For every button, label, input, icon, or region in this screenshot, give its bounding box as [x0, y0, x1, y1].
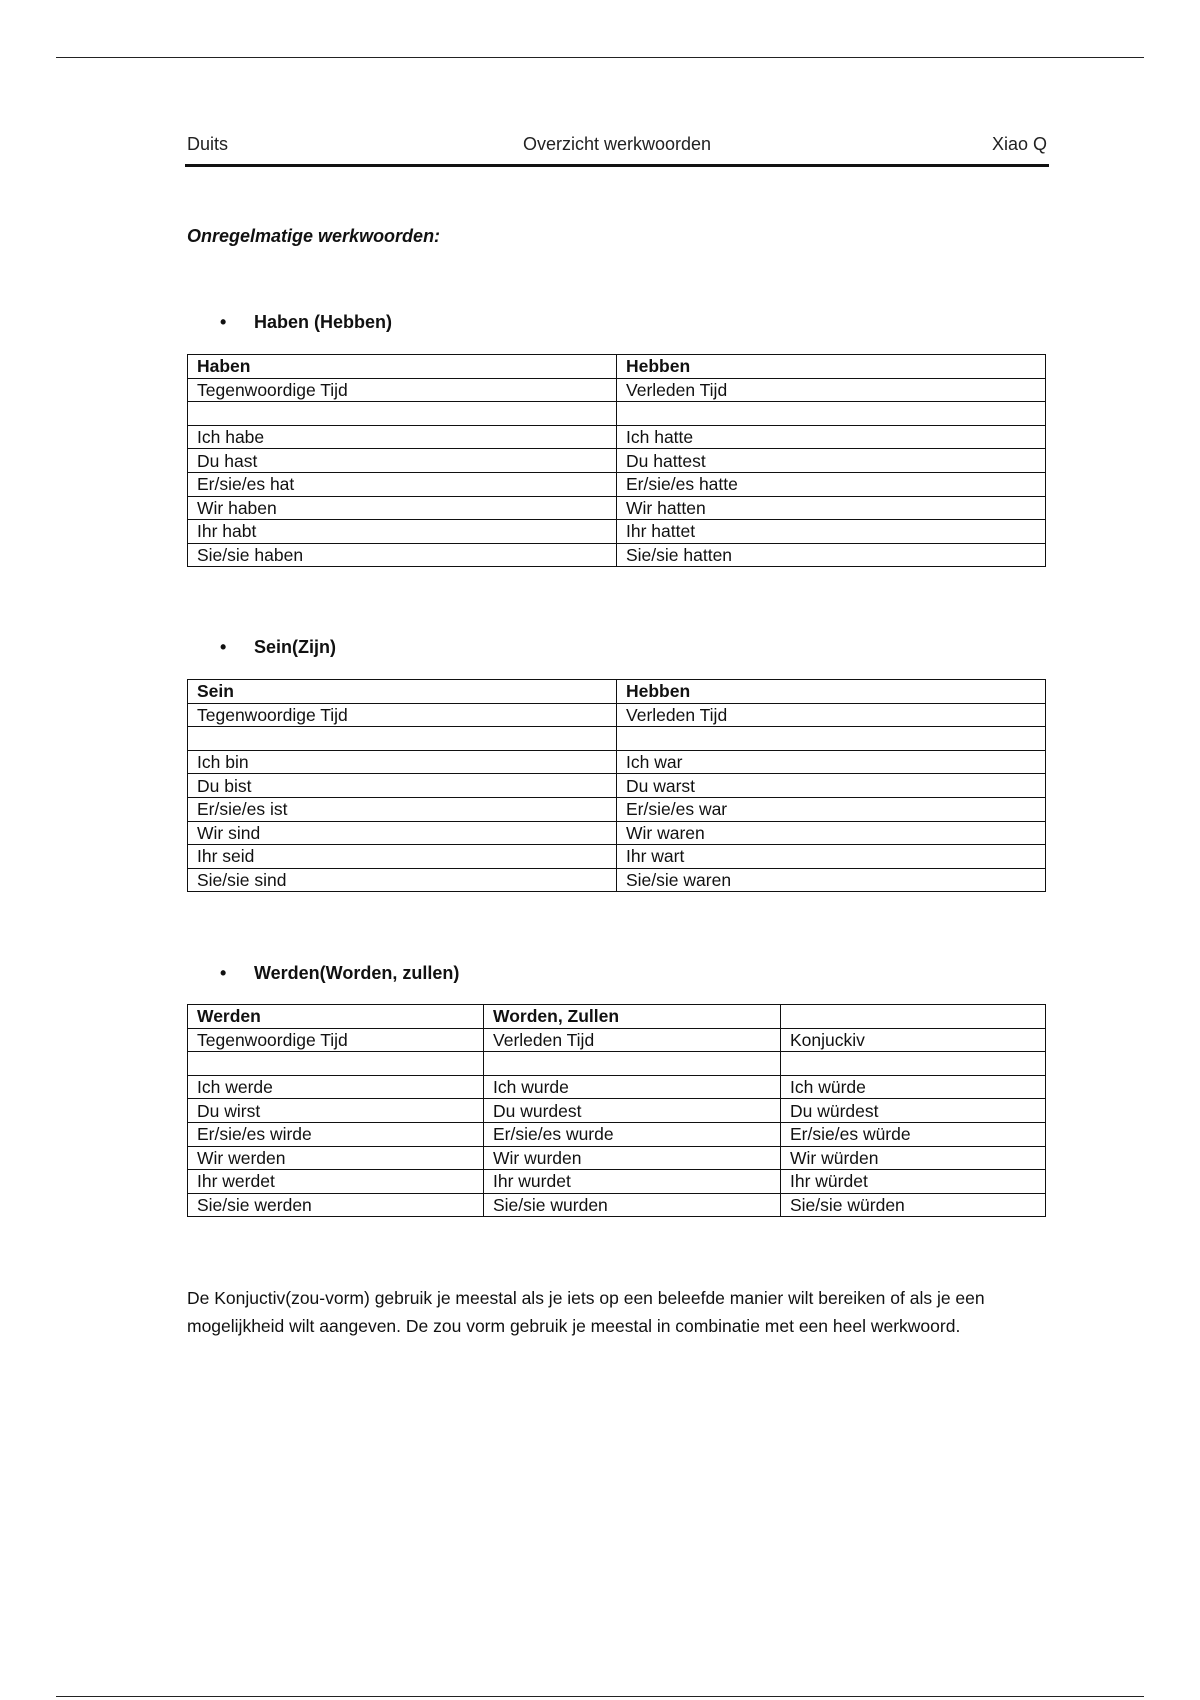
table-cell: Wir wurden	[484, 1146, 781, 1170]
table-cell: Ihr habt	[188, 520, 617, 544]
table-cell: Wir würden	[781, 1146, 1046, 1170]
table-cell: Worden, Zullen	[484, 1005, 781, 1029]
table-tense-row	[188, 703, 1046, 727]
table-cell: Wir haben	[188, 496, 617, 520]
table-row	[188, 845, 1046, 869]
table-cell: Werden	[188, 1005, 484, 1029]
table-cell	[188, 402, 617, 426]
table-cell: Ich hatte	[617, 425, 1046, 449]
table-cell: Er/sie/es hat	[188, 472, 617, 496]
table-cell: Du warst	[617, 774, 1046, 798]
table-row	[188, 1146, 1046, 1170]
table-cell: Er/sie/es würde	[781, 1122, 1046, 1146]
table-cell: Wir sind	[188, 821, 617, 845]
table-cell	[617, 727, 1046, 751]
table-cell: Wir werden	[188, 1146, 484, 1170]
table-cell: Haben	[188, 355, 617, 379]
table-header-row	[188, 680, 1046, 704]
table-cell: Er/sie/es ist	[188, 797, 617, 821]
bullet-icon: •	[220, 312, 227, 332]
table-cell: Konjuckiv	[781, 1028, 1046, 1052]
table-cell: Sie/sie haben	[188, 543, 617, 567]
table-empty-row	[188, 1052, 1046, 1076]
table-row	[188, 1075, 1046, 1099]
table-cell: Du wirst	[188, 1099, 484, 1123]
table-cell: Tegenwoordige Tijd	[188, 703, 617, 727]
bullet-icon: •	[220, 963, 227, 983]
table-row	[188, 1122, 1046, 1146]
table-row	[188, 1099, 1046, 1123]
konjunktiv-explanation: De Konjuctiv(zou-vorm) gebruik je meestal als je iets op een beleefde manier wilt bereiken of als je een mogelijkheid wilt aangeven. De zou vorm gebruik je meestal in combinatie met een heel werkwoord.	[187, 1288, 985, 1336]
bullet-icon: •	[220, 637, 227, 657]
table-cell	[781, 1052, 1046, 1076]
table-cell: Ihr würdet	[781, 1170, 1046, 1194]
table-cell: Sie/sie sind	[188, 868, 617, 892]
table-werden	[187, 1004, 1046, 1217]
header-subject: Duits	[187, 134, 229, 154]
table-header-row	[188, 355, 1046, 379]
table-cell: Du würdest	[781, 1099, 1046, 1123]
table-cell: Du bist	[188, 774, 617, 798]
table-row	[188, 821, 1046, 845]
bullet-werden	[220, 963, 459, 984]
table-cell: Ich werde	[188, 1075, 484, 1099]
table-cell: Ich habe	[188, 425, 617, 449]
table-row	[188, 496, 1046, 520]
table-cell: Ihr seid	[188, 845, 617, 869]
table-cell: Ihr wurdet	[484, 1170, 781, 1194]
table-row	[188, 425, 1046, 449]
table-cell: Ich wurde	[484, 1075, 781, 1099]
table-row	[188, 543, 1046, 567]
header-rule	[185, 164, 1049, 167]
table-header-row	[188, 1005, 1046, 1029]
bullet-label: Sein(Zijn)	[254, 637, 336, 657]
top-page-rule	[56, 57, 1144, 58]
page-header	[187, 134, 1047, 160]
table-cell: Verleden Tijd	[617, 378, 1046, 402]
table-cell	[484, 1052, 781, 1076]
table-cell: Wir waren	[617, 821, 1046, 845]
table-row	[188, 797, 1046, 821]
table-cell: Er/sie/es wirde	[188, 1122, 484, 1146]
table-cell: Sie/sie wurden	[484, 1193, 781, 1217]
table-cell: Ihr hattet	[617, 520, 1046, 544]
table-cell	[617, 402, 1046, 426]
table-cell: Ich war	[617, 750, 1046, 774]
table-cell: Verleden Tijd	[617, 703, 1046, 727]
table-cell: Er/sie/es wurde	[484, 1122, 781, 1146]
table-cell: Sie/sie hatten	[617, 543, 1046, 567]
table-cell: Ich würde	[781, 1075, 1046, 1099]
bullet-label: Haben (Hebben)	[254, 312, 393, 332]
header-author: Xiao Q	[991, 134, 1047, 154]
table-cell: Wir hatten	[617, 496, 1046, 520]
table-row	[188, 1193, 1046, 1217]
table-cell	[188, 1052, 484, 1076]
table-empty-row	[188, 727, 1046, 751]
table-row	[188, 472, 1046, 496]
table-cell	[781, 1005, 1046, 1029]
bullet-label: Werden(Worden, zullen)	[254, 963, 460, 983]
table-cell	[188, 727, 617, 751]
table-row	[188, 774, 1046, 798]
table-cell: Tegenwoordige Tijd	[188, 378, 617, 402]
table-haben	[187, 354, 1046, 567]
table-cell: Verleden Tijd	[484, 1028, 781, 1052]
table-cell: Er/sie/es hatte	[617, 472, 1046, 496]
table-cell: Sie/sie würden	[781, 1193, 1046, 1217]
table-cell: Du hattest	[617, 449, 1046, 473]
table-row	[188, 1170, 1046, 1194]
table-cell: Ihr wart	[617, 845, 1046, 869]
table-row	[188, 449, 1046, 473]
table-row	[188, 750, 1046, 774]
table-cell: Hebben	[617, 355, 1046, 379]
table-row	[188, 520, 1046, 544]
header-title: Overzicht werkwoorden	[522, 134, 712, 154]
table-tense-row	[188, 1028, 1046, 1052]
table-row	[188, 868, 1046, 892]
table-cell: Du hast	[188, 449, 617, 473]
table-cell: Hebben	[617, 680, 1046, 704]
bottom-page-rule	[56, 1696, 1144, 1697]
table-sein	[187, 679, 1046, 892]
table-cell: Er/sie/es war	[617, 797, 1046, 821]
table-cell: Du wurdest	[484, 1099, 781, 1123]
table-cell: Sein	[188, 680, 617, 704]
table-cell: Ihr werdet	[188, 1170, 484, 1194]
table-tense-row	[188, 378, 1046, 402]
bullet-sein	[220, 637, 336, 658]
table-cell: Ich bin	[188, 750, 617, 774]
table-cell: Sie/sie werden	[188, 1193, 484, 1217]
table-empty-row	[188, 402, 1046, 426]
bullet-haben	[220, 312, 392, 333]
section-title: Onregelmatige werkwoorden:	[187, 226, 441, 246]
table-cell: Tegenwoordige Tijd	[188, 1028, 484, 1052]
table-cell: Sie/sie waren	[617, 868, 1046, 892]
